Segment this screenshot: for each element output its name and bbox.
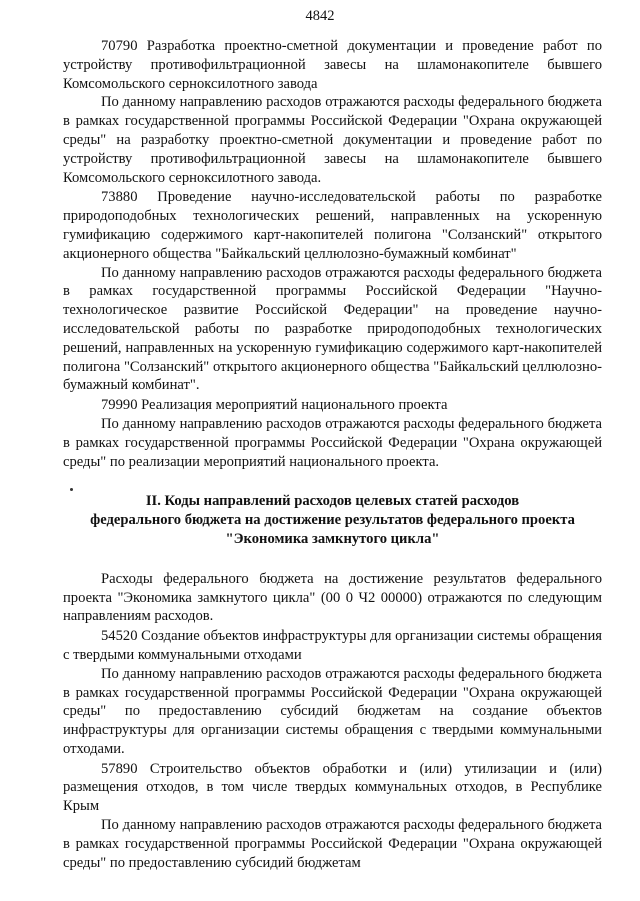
spacer xyxy=(63,549,602,570)
section-heading-line: II. Коды направлений расходов целевых статей расходов xyxy=(145,493,520,510)
code-item-73880: 73880 Проведение научно-исследовательской работы по разработке природоподобных технологических решений, направленных на ускоренную гумификацию содержимого карт-накопителей полигона "Солзанский" открытого акционерного общества "Байкальский целлюлозно-бумажный комбинат" xyxy=(63,189,602,262)
description-paragraph: По данному направлению расходов отражаются расходы федерального бюджета в рамках государственной программы Российской Федерации "Охрана окружающей среды" по предоставлению субсидий бюджетам на создание объектов инфраструктуры для организации системы обращения с твердыми коммунальными отходами. xyxy=(63,665,602,757)
section-heading xyxy=(63,492,602,548)
code-item-70790: 70790 Разработка проектно-сметной документации и проведение работ по устройству противофильтрационной завесы на шламонакопителе бывшего Комсомольского серноксилотного завода xyxy=(63,38,602,92)
page-number: 4842 xyxy=(305,8,335,24)
scan-dot-mark xyxy=(70,488,73,491)
code-item-54520: 54520 Создание объектов инфраструктуры для организации системы обращения с твердыми коммунальными отходами xyxy=(63,628,602,663)
description-paragraph: По данному направлению расходов отражаются расходы федерального бюджета в рамках государственной программы Российской Федерации "Научно-технологическое развитие Российской Федерации" на проведение научно-исследовательской работы по разработке природоподобных технологических решений, направленных на ускоренную гумификацию содержимого карт-накопителей полигона "Солзанский" открытого акционерного общества "Байкальский целлюлозно-бумажный комбинат". xyxy=(63,264,602,394)
section-heading-line: федерального бюджета на достижение результатов федерального проекта xyxy=(90,512,575,529)
code-item-79990: 79990 Реализация мероприятий национального проекта xyxy=(101,397,448,414)
code-item-57890: 57890 Строительство объектов обработки и (или) утилизации и (или) размещения отходов, в том числе твердых коммунальных отходов, в Республике Крым xyxy=(63,760,602,815)
section-heading-line: "Экономика замкнутого цикла" xyxy=(225,530,440,547)
intro-paragraph: Расходы федерального бюджета на достижение результатов федерального проекта "Экономика замкнутого цикла" (00 0 Ч2 00000) отражаются по следующим направлениям расходов. xyxy=(63,570,602,625)
description-paragraph: По данному направлению расходов отражаются расходы федерального бюджета в рамках государственной программы Российской Федерации "Охрана окружающей среды" на разработку проектно-сметной документации и проведение работ по устройству противофильтрационной завесы на шламонакопителе бывшего Комсомольского серноксилотного завода. xyxy=(63,94,602,186)
description-paragraph: По данному направлению расходов отражаются расходы федерального бюджета в рамках государственной программы Российской Федерации "Охрана окружающей среды" по предоставлению субсидий бюджетам xyxy=(63,817,602,871)
description-paragraph: По данному направлению расходов отражаются расходы федерального бюджета в рамках государственной программы Российской Федерации "Охрана окружающей среды" по реализации мероприятий национального проекта. xyxy=(63,415,602,470)
document-body xyxy=(63,36,602,872)
